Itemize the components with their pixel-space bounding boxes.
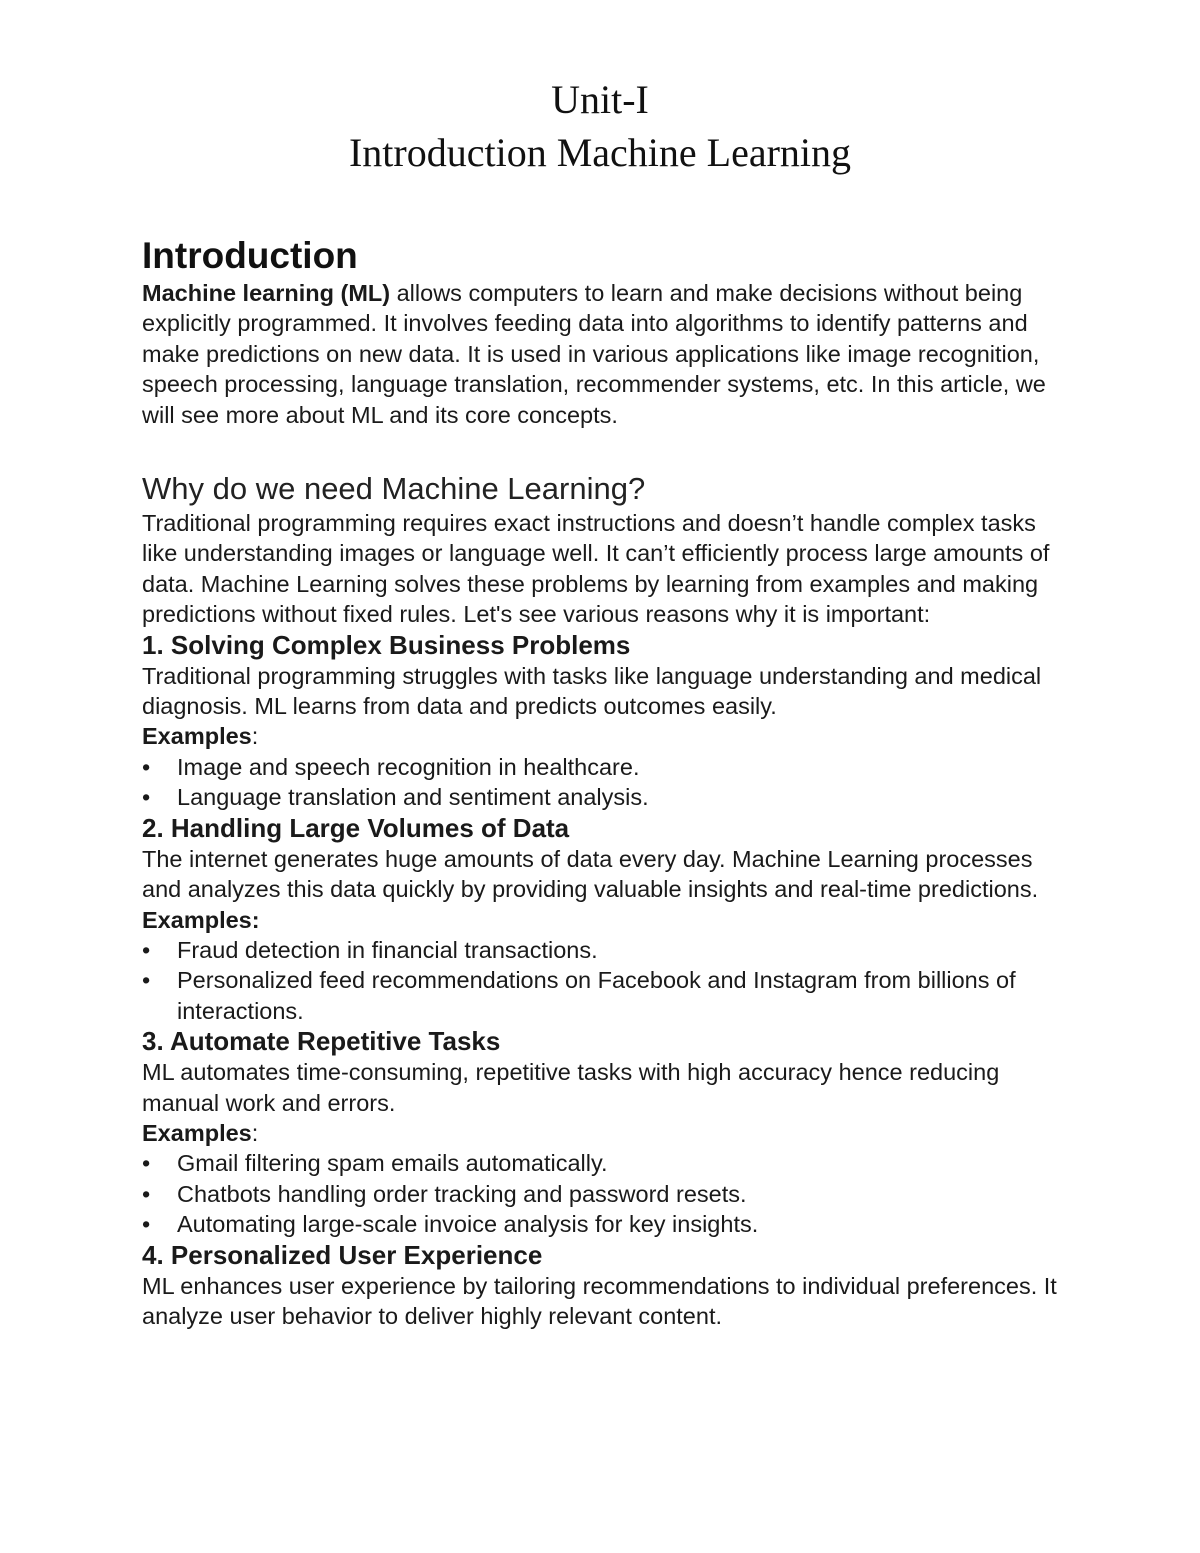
bullet-icon: •: [142, 936, 151, 963]
section-1-examples-label: [142, 721, 1062, 751]
section-1-text: Traditional programming struggles with tasks like language understanding and medical diagnosis. ML learns from data and predicts outcomes easily.: [142, 662, 1042, 720]
examples-label-bold: Examples: [142, 1119, 252, 1146]
section-4-text: ML enhances user experience by tailoring recommendations to individual preferences. It analyze user behavior to deliver highly relevant content.: [142, 1272, 1057, 1329]
list-item: [142, 1209, 1062, 1239]
section-3-heading: 3. Automate Repetitive Tasks: [142, 1026, 501, 1057]
why-heading: Why do we need Machine Learning?: [142, 471, 646, 507]
intro-paragraph: [142, 278, 1062, 430]
list-item-text: Image and speech recognition in healthcare.: [177, 753, 640, 780]
list-item-text: Language translation and sentiment analysis.: [177, 784, 649, 811]
list-item: [142, 1179, 1062, 1209]
intro-heading: Introduction: [142, 235, 358, 276]
list-item: [142, 1148, 1062, 1178]
why-paragraph: Traditional programming requires exact instructions and doesn’t handle complex tasks like understanding images or language well. It can’t efficiently process large amounts of data. Machine Learning solves these problems by learning from examples and making predictions without fixed rules. Let's see various reasons why it is important:: [142, 510, 1050, 628]
section-4-heading: 4. Personalized User Experience: [142, 1239, 543, 1270]
section-3-examples-label: [142, 1118, 1062, 1148]
unit-title: Unit-I: [551, 77, 649, 122]
section-3-examples-list: [142, 1148, 1062, 1239]
examples-label-bold: Examples: [142, 723, 252, 750]
intro-text: allows computers to learn and make decisions without being explicitly programmed. It involves feeding data into algorithms to identify patterns and make predictions on new data. It is used in various applications like image recognition, speech processing, language translation, recommender systems, etc. In this article, we will see more about ML and its core concepts.: [142, 280, 1046, 428]
list-item-text: Personalized feed recommendations on Facebook and Instagram from billions of interactions.: [177, 967, 1016, 1024]
list-item-text: Gmail filtering spam emails automatically.: [177, 1150, 608, 1177]
list-item-text: Fraud detection in financial transactions.: [177, 936, 598, 963]
bullet-icon: •: [142, 784, 151, 811]
section-spacer: [142, 430, 1062, 470]
section-2-text: The internet generates huge amounts of data every day. Machine Learning processes and analyzes this data quickly by providing valuable insights and real-time predictions.: [142, 845, 1039, 903]
examples-label-suffix: :: [251, 723, 259, 750]
examples-label-suffix: :: [251, 1119, 259, 1146]
list-item: [142, 752, 1062, 782]
document-title: Introduction Machine Learning: [348, 130, 852, 175]
examples-label-bold: Examples:: [142, 906, 260, 933]
bullet-icon: •: [142, 1150, 151, 1177]
intro-lead-bold: Machine learning (ML): [142, 280, 391, 306]
document-body: [142, 234, 1062, 1331]
list-item: [142, 782, 1062, 812]
bullet-icon: •: [142, 1211, 151, 1238]
section-2-examples-label: [142, 905, 1062, 935]
section-2-heading: 2. Handling Large Volumes of Data: [142, 812, 570, 843]
bullet-icon: •: [142, 1180, 151, 1207]
section-2-examples-list: [142, 935, 1062, 1026]
bullet-icon: •: [142, 967, 151, 994]
list-item-text: Automating large-scale invoice analysis for key insights.: [177, 1211, 759, 1238]
list-item-text: Chatbots handling order tracking and password resets.: [177, 1180, 747, 1207]
bullet-icon: •: [142, 753, 151, 780]
list-item: [142, 935, 1062, 965]
section-1-heading: 1. Solving Complex Business Problems: [142, 629, 631, 660]
section-1-examples-list: [142, 752, 1062, 813]
section-3-text: ML automates time-consuming, repetitive tasks with high accuracy hence reducing manual work and errors.: [142, 1059, 1000, 1116]
list-item: [142, 965, 1062, 1026]
